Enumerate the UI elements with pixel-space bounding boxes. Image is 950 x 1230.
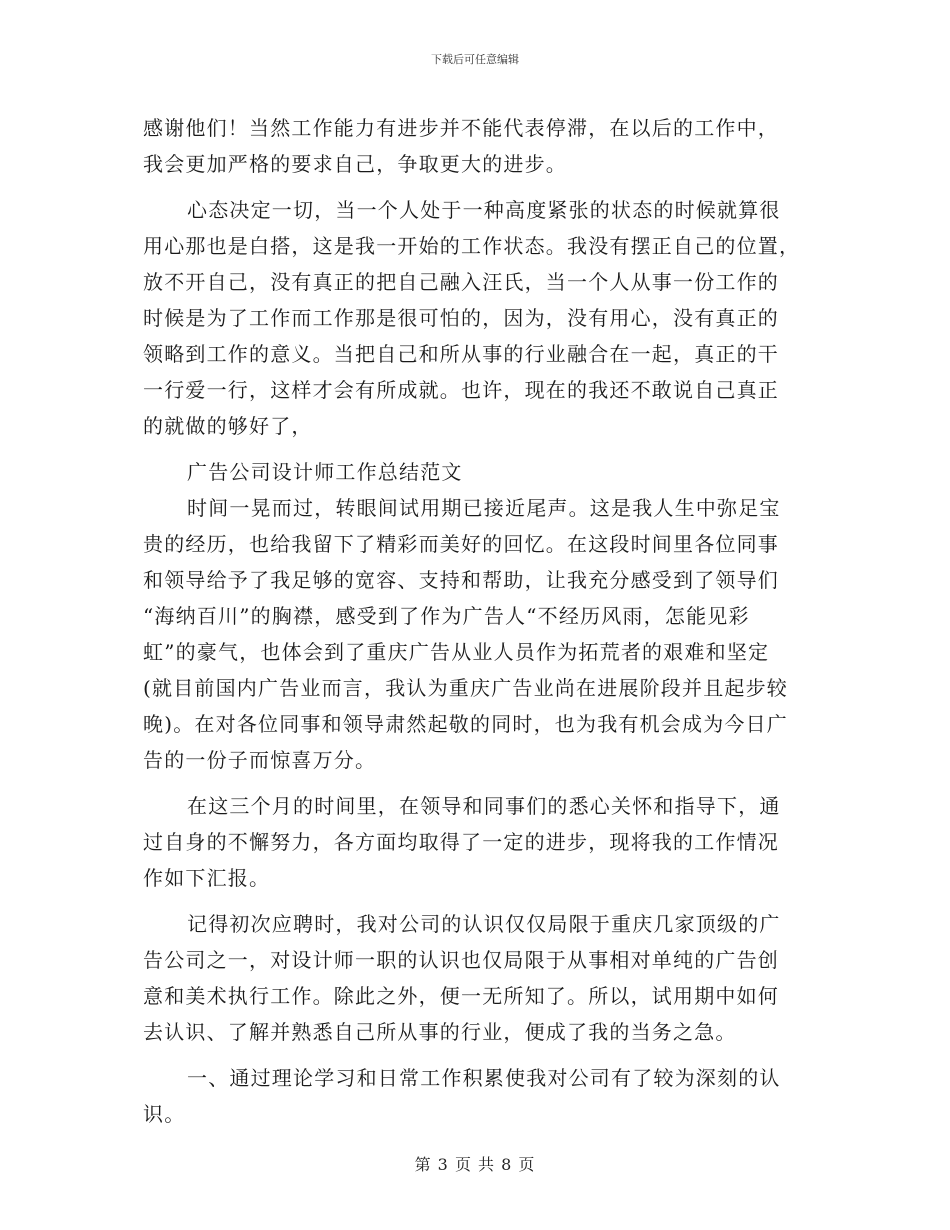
text-line: 去认识、了解并熟悉自己所从事的行业，便成了我的当务之急。: [143, 1020, 737, 1044]
text-line: 告的一份子而惊喜万分。: [143, 748, 377, 772]
text-line: 时候是为了工作而工作那是很可怕的，因为，没有用心，没有真正的: [143, 306, 779, 330]
current-page-number: 3: [437, 1155, 449, 1174]
text-line: 识。: [143, 1102, 186, 1126]
page-label-suffix: 页: [518, 1155, 536, 1174]
text-line: “海纳百川”的胸襟，感受到了作为广告人“不经历风雨，怎能见彩: [143, 604, 750, 628]
text-line: 和领导给予了我足够的宽容、支持和帮助，让我充分感受到了领导们: [143, 568, 779, 592]
section-title-text: 广告公司设计师工作总结范文: [187, 460, 463, 484]
text-line: 虹”的豪气，也体会到了重庆广告从业人员作为拓荒者的艰难和坚定: [143, 640, 770, 664]
document-body: [143, 110, 808, 1132]
text-line: 心态决定一切，当一个人处于一种高度紧张的状态的时候就算很: [187, 198, 781, 222]
header-text: 下载后可任意编辑: [431, 53, 519, 66]
text-line: 领略到工作的意义。当把自己和所从事的行业融合在一起，真正的干: [143, 342, 779, 366]
page-header: [0, 52, 950, 68]
paragraph-2: [143, 192, 808, 444]
section-title: [143, 454, 808, 490]
text-line: 贵的经历，也给我留下了精彩而美好的回忆。在这段时间里各位同事: [143, 532, 779, 556]
text-line: 告公司之一，对设计师一职的认识也仅局限于从事相对单纯的广告创: [143, 948, 779, 972]
page-label-prefix: 第: [414, 1155, 432, 1174]
text-line: 一、通过理论学习和日常工作积累使我对公司有了较为深刻的认: [187, 1066, 781, 1090]
text-line: 我会更加严格的要求自己，争取更大的进步。: [143, 152, 567, 176]
text-line: 记得初次应聘时，我对公司的认识仅仅局限于重庆几家顶级的广: [187, 912, 781, 936]
paragraph-5: [143, 906, 808, 1050]
page-footer: [0, 1154, 950, 1176]
total-page-count: 8: [501, 1155, 513, 1174]
text-line: (就目前国内广告业而言，我认为重庆广告业尚在进展阶段并且起步较: [143, 676, 789, 700]
text-line: 放不开自己，没有真正的把自己融入汪氏，当一个人从事一份工作的: [143, 270, 779, 294]
text-line: 用心那也是白搭，这是我一开始的工作状态。我没有摆正自己的位置，: [143, 234, 801, 258]
text-line: 晚)。在对各位同事和领导肃然起敬的同时，也为我有机会成为今日广: [143, 712, 789, 736]
text-line: 在这三个月的时间里，在领导和同事们的悉心关怀和指导下，通: [187, 794, 781, 818]
paragraph-1: [143, 110, 808, 182]
text-line: 的就做的够好了，: [143, 414, 313, 438]
text-line: 意和美术执行工作。除此之外，便一无所知了。所以，试用期中如何: [143, 984, 779, 1008]
text-line: 作如下汇报。: [143, 866, 271, 890]
text-line: 感谢他们！当然工作能力有进步并不能代表停滞，在以后的工作中，: [143, 116, 779, 140]
text-line: 一行爱一行，这样才会有所成就。也许，现在的我还不敢说自己真正: [143, 378, 779, 402]
paragraph-4: [143, 788, 808, 896]
paragraph-6: [143, 1060, 808, 1132]
text-line: 过自身的不懈努力，各方面均取得了一定的进步，现将我的工作情况: [143, 830, 779, 854]
page-label-middle: 页 共: [454, 1155, 496, 1174]
text-line: 时间一晃而过，转眼间试用期已接近尾声。这是我人生中弥足宝: [187, 496, 781, 520]
paragraph-3: [143, 490, 808, 778]
